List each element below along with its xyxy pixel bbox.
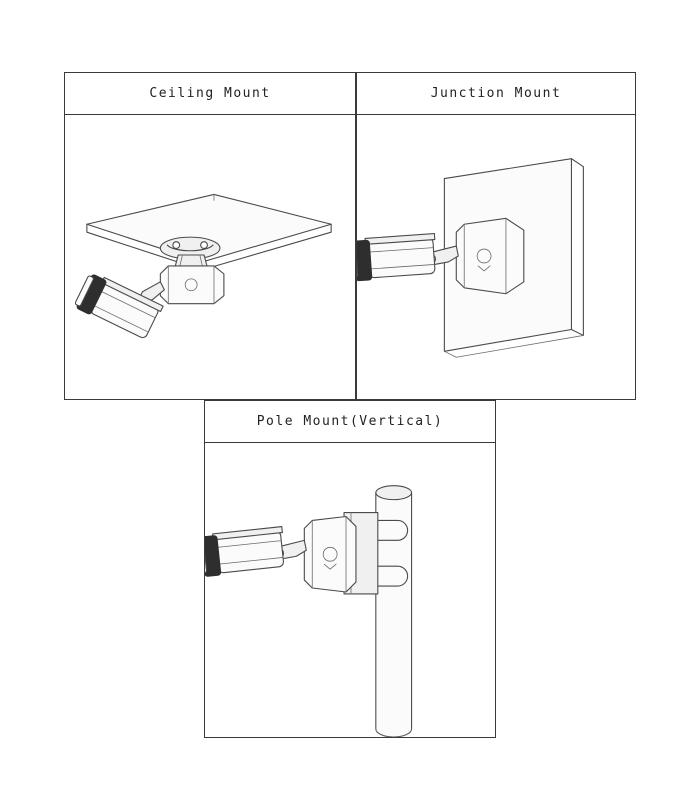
panel-title-pole-mount-vertical: Pole Mount(Vertical) xyxy=(205,401,495,443)
panel-title-junction-mount: Junction Mount xyxy=(357,73,635,115)
panel-ceiling-mount xyxy=(64,72,356,400)
illustration-ceiling-mount xyxy=(65,115,355,399)
panel-junction-mount xyxy=(356,72,636,400)
illustration-junction-mount xyxy=(357,115,635,399)
panel-title-ceiling-mount: Ceiling Mount xyxy=(65,73,355,115)
panel-pole-mount-vertical xyxy=(204,400,496,738)
illustration-pole-mount-vertical xyxy=(205,443,495,737)
